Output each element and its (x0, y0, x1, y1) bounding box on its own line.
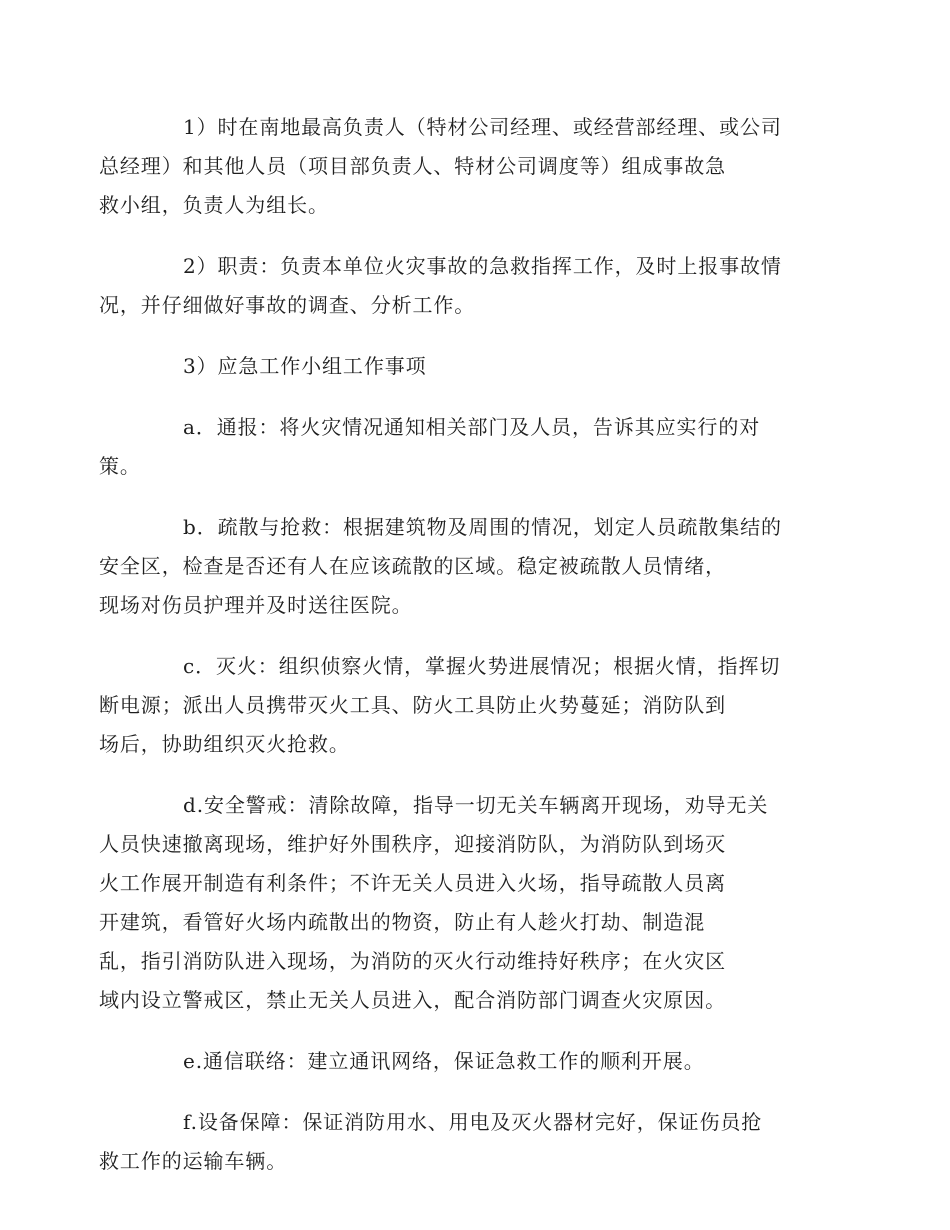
text-line: 安全区，检查是否还有人在应该疏散的区域。稳定被疏散人员情绪， (99, 554, 726, 578)
paragraph-team-composition (99, 108, 806, 225)
text-line: e.通信联络：建立通讯网络，保证急救工作的顺利开展。 (183, 1049, 705, 1073)
text-line: 况，并仔细做好事故的调查、分析工作。 (99, 293, 476, 317)
text-line: 策。 (99, 454, 141, 478)
text-line: 2）职责：负责本单位火灾事故的急救指挥工作，及时上报事故情 (183, 254, 782, 278)
paragraph-work-items-heading (141, 347, 806, 386)
paragraph-item-c-firefighting (99, 647, 806, 764)
text-line: 火工作展开制造有利条件；不许无关人员进入火场，指导疏散人员离 (99, 871, 726, 895)
document-body (99, 108, 806, 1203)
text-line: b．疏散与抢救：根据建筑物及周围的情况，划定人员疏散集结的 (183, 515, 782, 539)
paragraph-item-f-equipment (99, 1103, 806, 1181)
text-line: f.设备保障：保证消防用水、用电及灭火器材完好，保证伤员抢 (183, 1110, 763, 1134)
text-line: 域内设立警戒区，禁止无关人员进入，配合消防部门调查火灾原因。 (99, 988, 726, 1012)
text-line: 3）应急工作小组工作事项 (183, 354, 427, 378)
text-line: 场后，协助组织灭火抢救。 (99, 732, 350, 756)
text-line: c．灭火：组织侦察火情，掌握火势进展情况；根据火情，指挥切 (183, 654, 781, 678)
text-line: 开建筑，看管好火场内疏散出的物资，防止有人趁火打劫、制造混 (99, 910, 706, 934)
paragraph-item-d-security (99, 786, 806, 1020)
text-line: 断电源；派出人员携带灭火工具、防火工具防止火势蔓延；消防队到 (99, 693, 726, 717)
paragraph-duties (99, 247, 806, 325)
text-line: 乱，指引消防队进入现场，为消防的灭火行动维持好秩序；在火灾区 (99, 949, 726, 973)
text-line: 总经理）和其他人员（项目部负责人、特材公司调度等）组成事故急 (99, 154, 726, 178)
text-line: 人员快速撤离现场，维护好外围秩序，迎接消防队，为消防队到场灭 (99, 832, 726, 856)
text-line: 救工作的运输车辆。 (99, 1149, 288, 1173)
paragraph-item-e-communication (141, 1042, 806, 1081)
text-line: d.安全警戒：清除故障，指导一切无关车辆离开现场，劝导无关 (183, 793, 769, 817)
text-line: 现场对伤员护理并及时送往医院。 (99, 593, 413, 617)
text-line: a．通报：将火灾情况通知相关部门及人员，告诉其应实行的对 (183, 415, 761, 439)
text-line: 1）时在南地最高负责人（特材公司经理、或经营部经理、或公司 (183, 115, 782, 139)
text-line: 救小组，负责人为组长。 (99, 193, 329, 217)
paragraph-item-b-evacuation (99, 508, 806, 625)
paragraph-item-a-notification (99, 408, 806, 486)
